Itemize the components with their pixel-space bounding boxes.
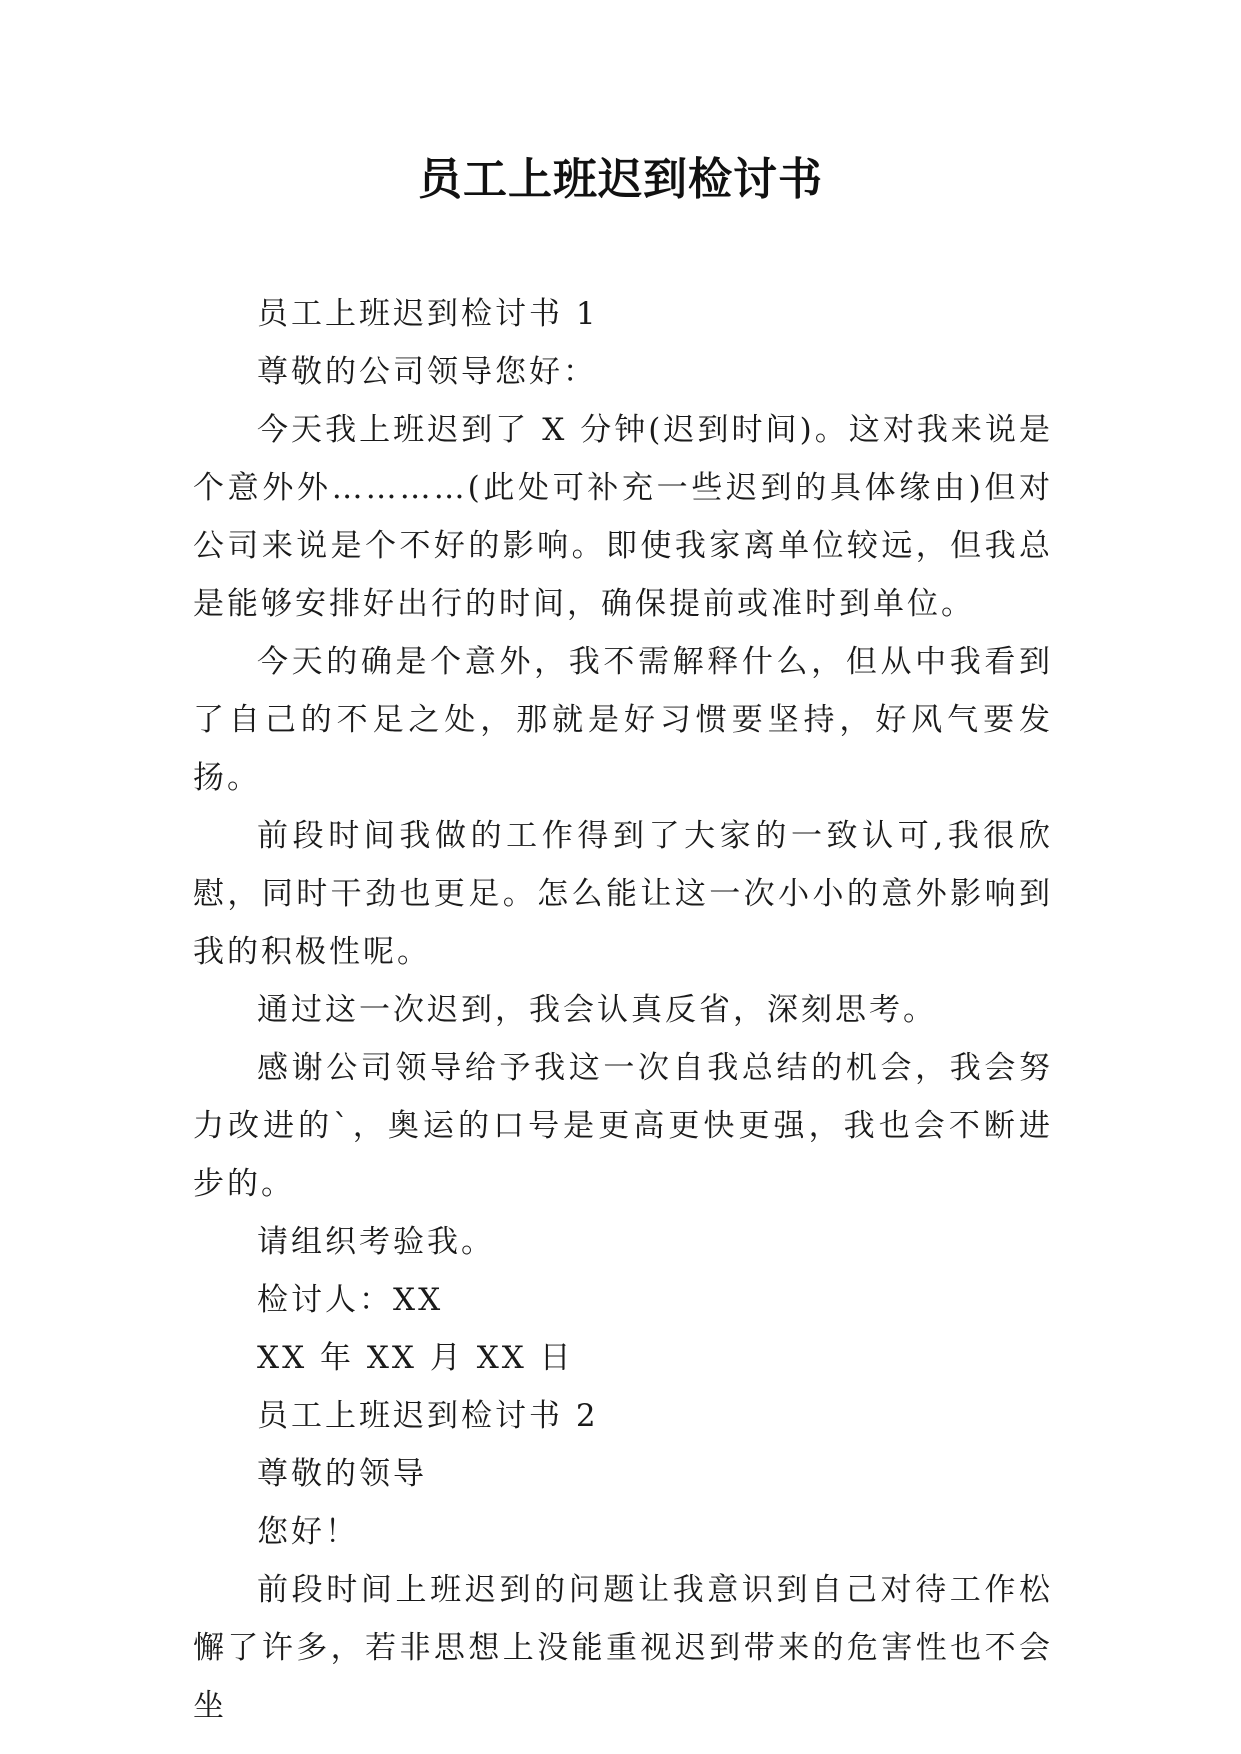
paragraph-heading-1: 员工上班迟到检讨书 1 <box>257 296 599 332</box>
document-body <box>193 285 1053 1735</box>
paragraph-greeting: 您好！ <box>257 1514 359 1550</box>
document-title: 员工上班迟到检讨书 <box>418 154 823 205</box>
paragraph: 今天的确是个意外，我不需解释什么，但从中我看到了自己的不足之处，那就是好习惯要坚持，好风气要发扬。 <box>193 644 1053 796</box>
paragraph: 请组织考验我。 <box>257 1224 495 1260</box>
paragraph: 通过这一次迟到，我会认真反省，深刻思考。 <box>257 992 937 1028</box>
paragraph-salutation-1: 尊敬的公司领导您好： <box>257 354 597 390</box>
paragraph-heading-2: 员工上班迟到检讨书 2 <box>257 1398 599 1434</box>
paragraph: 今天我上班迟到了 X 分钟(迟到时间)。这对我来说是个意外外…………(此处可补充一些迟到的具体缘由)但对公司来说是个不好的影响。即使我家离单位较远，但我总是能够安排好出行的时间，确保提前或准时到单位。 <box>193 412 1053 622</box>
paragraph-salutation-2: 尊敬的领导 <box>257 1456 427 1492</box>
signature-line: 检讨人：XX <box>257 1282 444 1318</box>
date-line: XX 年 XX 月 XX 日 <box>257 1340 574 1376</box>
paragraph: 前段时间我做的工作得到了大家的一致认可,我很欣慰，同时干劲也更足。怎么能让这一次小小的意外影响到我的积极性呢。 <box>193 818 1053 970</box>
paragraph: 感谢公司领导给予我这一次自我总结的机会，我会努力改进的`，奥运的口号是更高更快更强，我也会不断进步的。 <box>193 1050 1053 1202</box>
paragraph: 前段时间上班迟到的问题让我意识到自己对待工作松懈了许多，若非思想上没能重视迟到带来的危害性也不会坐 <box>193 1572 1053 1724</box>
